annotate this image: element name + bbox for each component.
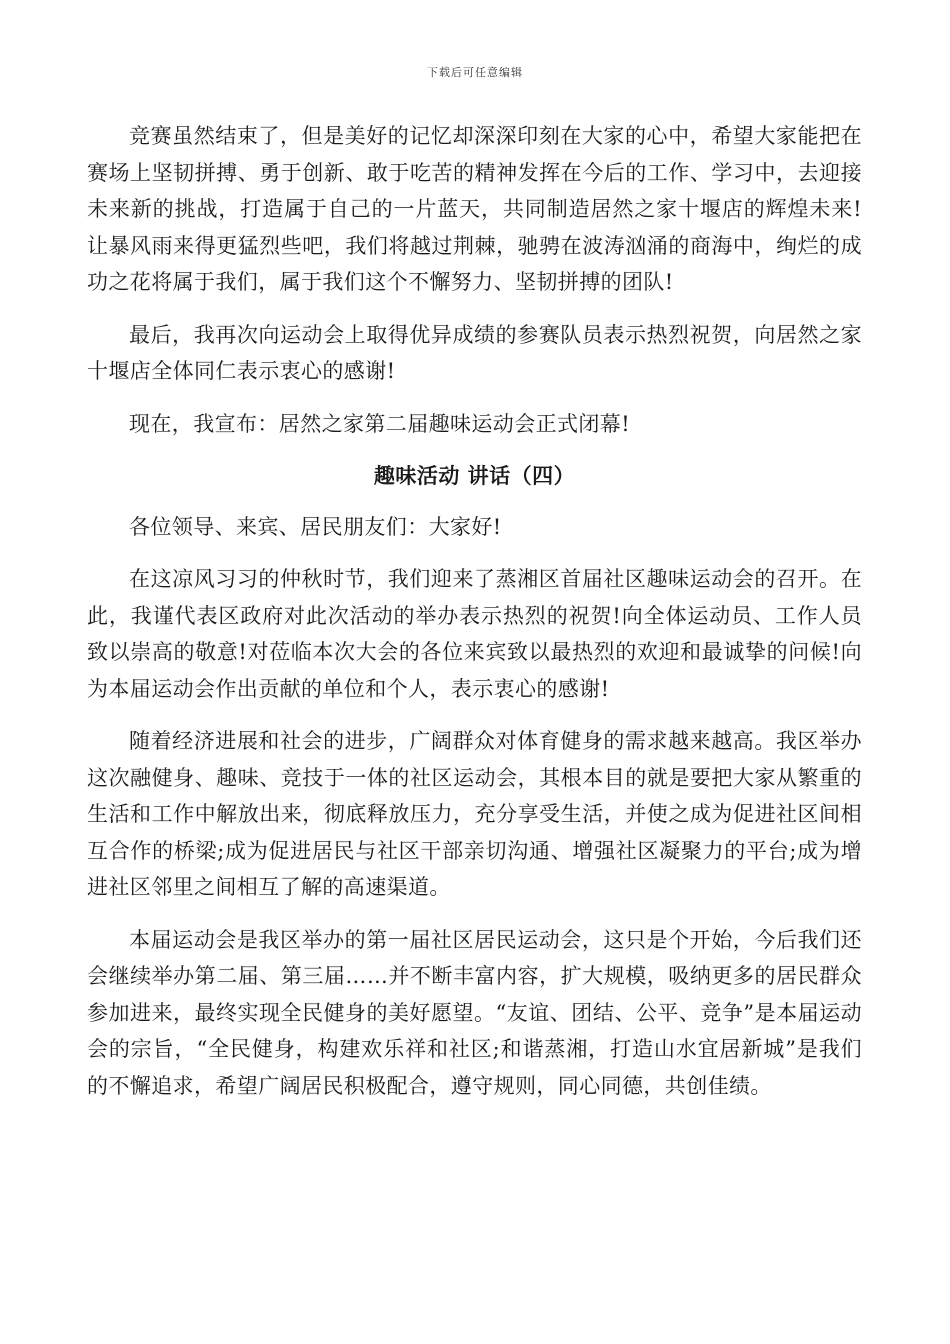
paragraph: 现在，我宣布：居然之家第二届趣味运动会正式闭幕! — [129, 411, 631, 436]
header-note: 下载后可任意编辑 — [427, 66, 523, 79]
paragraph: 随着经济进展和社会的进步，广阔群众对体育健身的需求越来越高。我区举办这次融健身、趣味、竞技于一体的社区运动会，其根本目的就是要把大家从繁重的生活和工作中解放出来，彻底释放压力，充分享受生活，并使之成为促进社区间相互合作的桥梁;成为促进居民与社区干部亲切沟通、增强社区凝聚力的平台;成为增进社区邻里之间相互了解的高速渠道。 — [87, 729, 862, 899]
paragraph: 在这凉风习习的仲秋时节，我们迎来了蒸湘区首届社区趣味运动会的召开。在此，我谨代表区政府对此次活动的举办表示热烈的祝贺!向全体运动员、工作人员致以崇高的敬意!对莅临本次大会的各位来宾致以最热烈的欢迎和最诚挚的问候!向为本届运动会作出贡献的单位和个人，表示衷心的感谢! — [87, 567, 862, 701]
paragraph: 最后，我再次向运动会上取得优异成绩的参赛队员表示热烈祝贺，向居然之家十堰店全体同仁表示衷心的感谢! — [87, 322, 862, 383]
paragraph: 竞赛虽然结束了，但是美好的记忆却深深印刻在大家的心中，希望大家能把在赛场上坚韧拼搏、勇于创新、敢于吃苦的精神发挥在今后的工作、学习中，去迎接未来新的挑战，打造属于自己的一片蓝天，共同制造居然之家十堰店的辉煌未来!让暴风雨来得更猛烈些吧，我们将越过荆棘，驰骋在波涛汹涌的商海中，绚烂的成功之花将属于我们，属于我们这个不懈努力、坚韧拼搏的团队! — [87, 124, 862, 294]
section-title: 趣味活动 讲话（四） — [373, 464, 576, 488]
article-body — [87, 118, 862, 1120]
paragraph: 本届运动会是我区举办的第一届社区居民运动会，这只是个开始，今后我们还会继续举办第二届、第三届……并不断丰富内容，扩大规模，吸纳更多的居民群众参加进来，最终实现全民健身的美好愿望。“友谊、团结、公平、竞争”是本届运动会的宗旨，“全民健身，构建欢乐祥和社区;和谐蒸湘，打造山水宜居新城”是我们的不懈追求，希望广阔居民积极配合，遵守规则，同心同德，共创佳绩。 — [87, 927, 862, 1098]
greeting-paragraph: 各位领导、来宾、居民朋友们：大家好! — [129, 514, 502, 539]
